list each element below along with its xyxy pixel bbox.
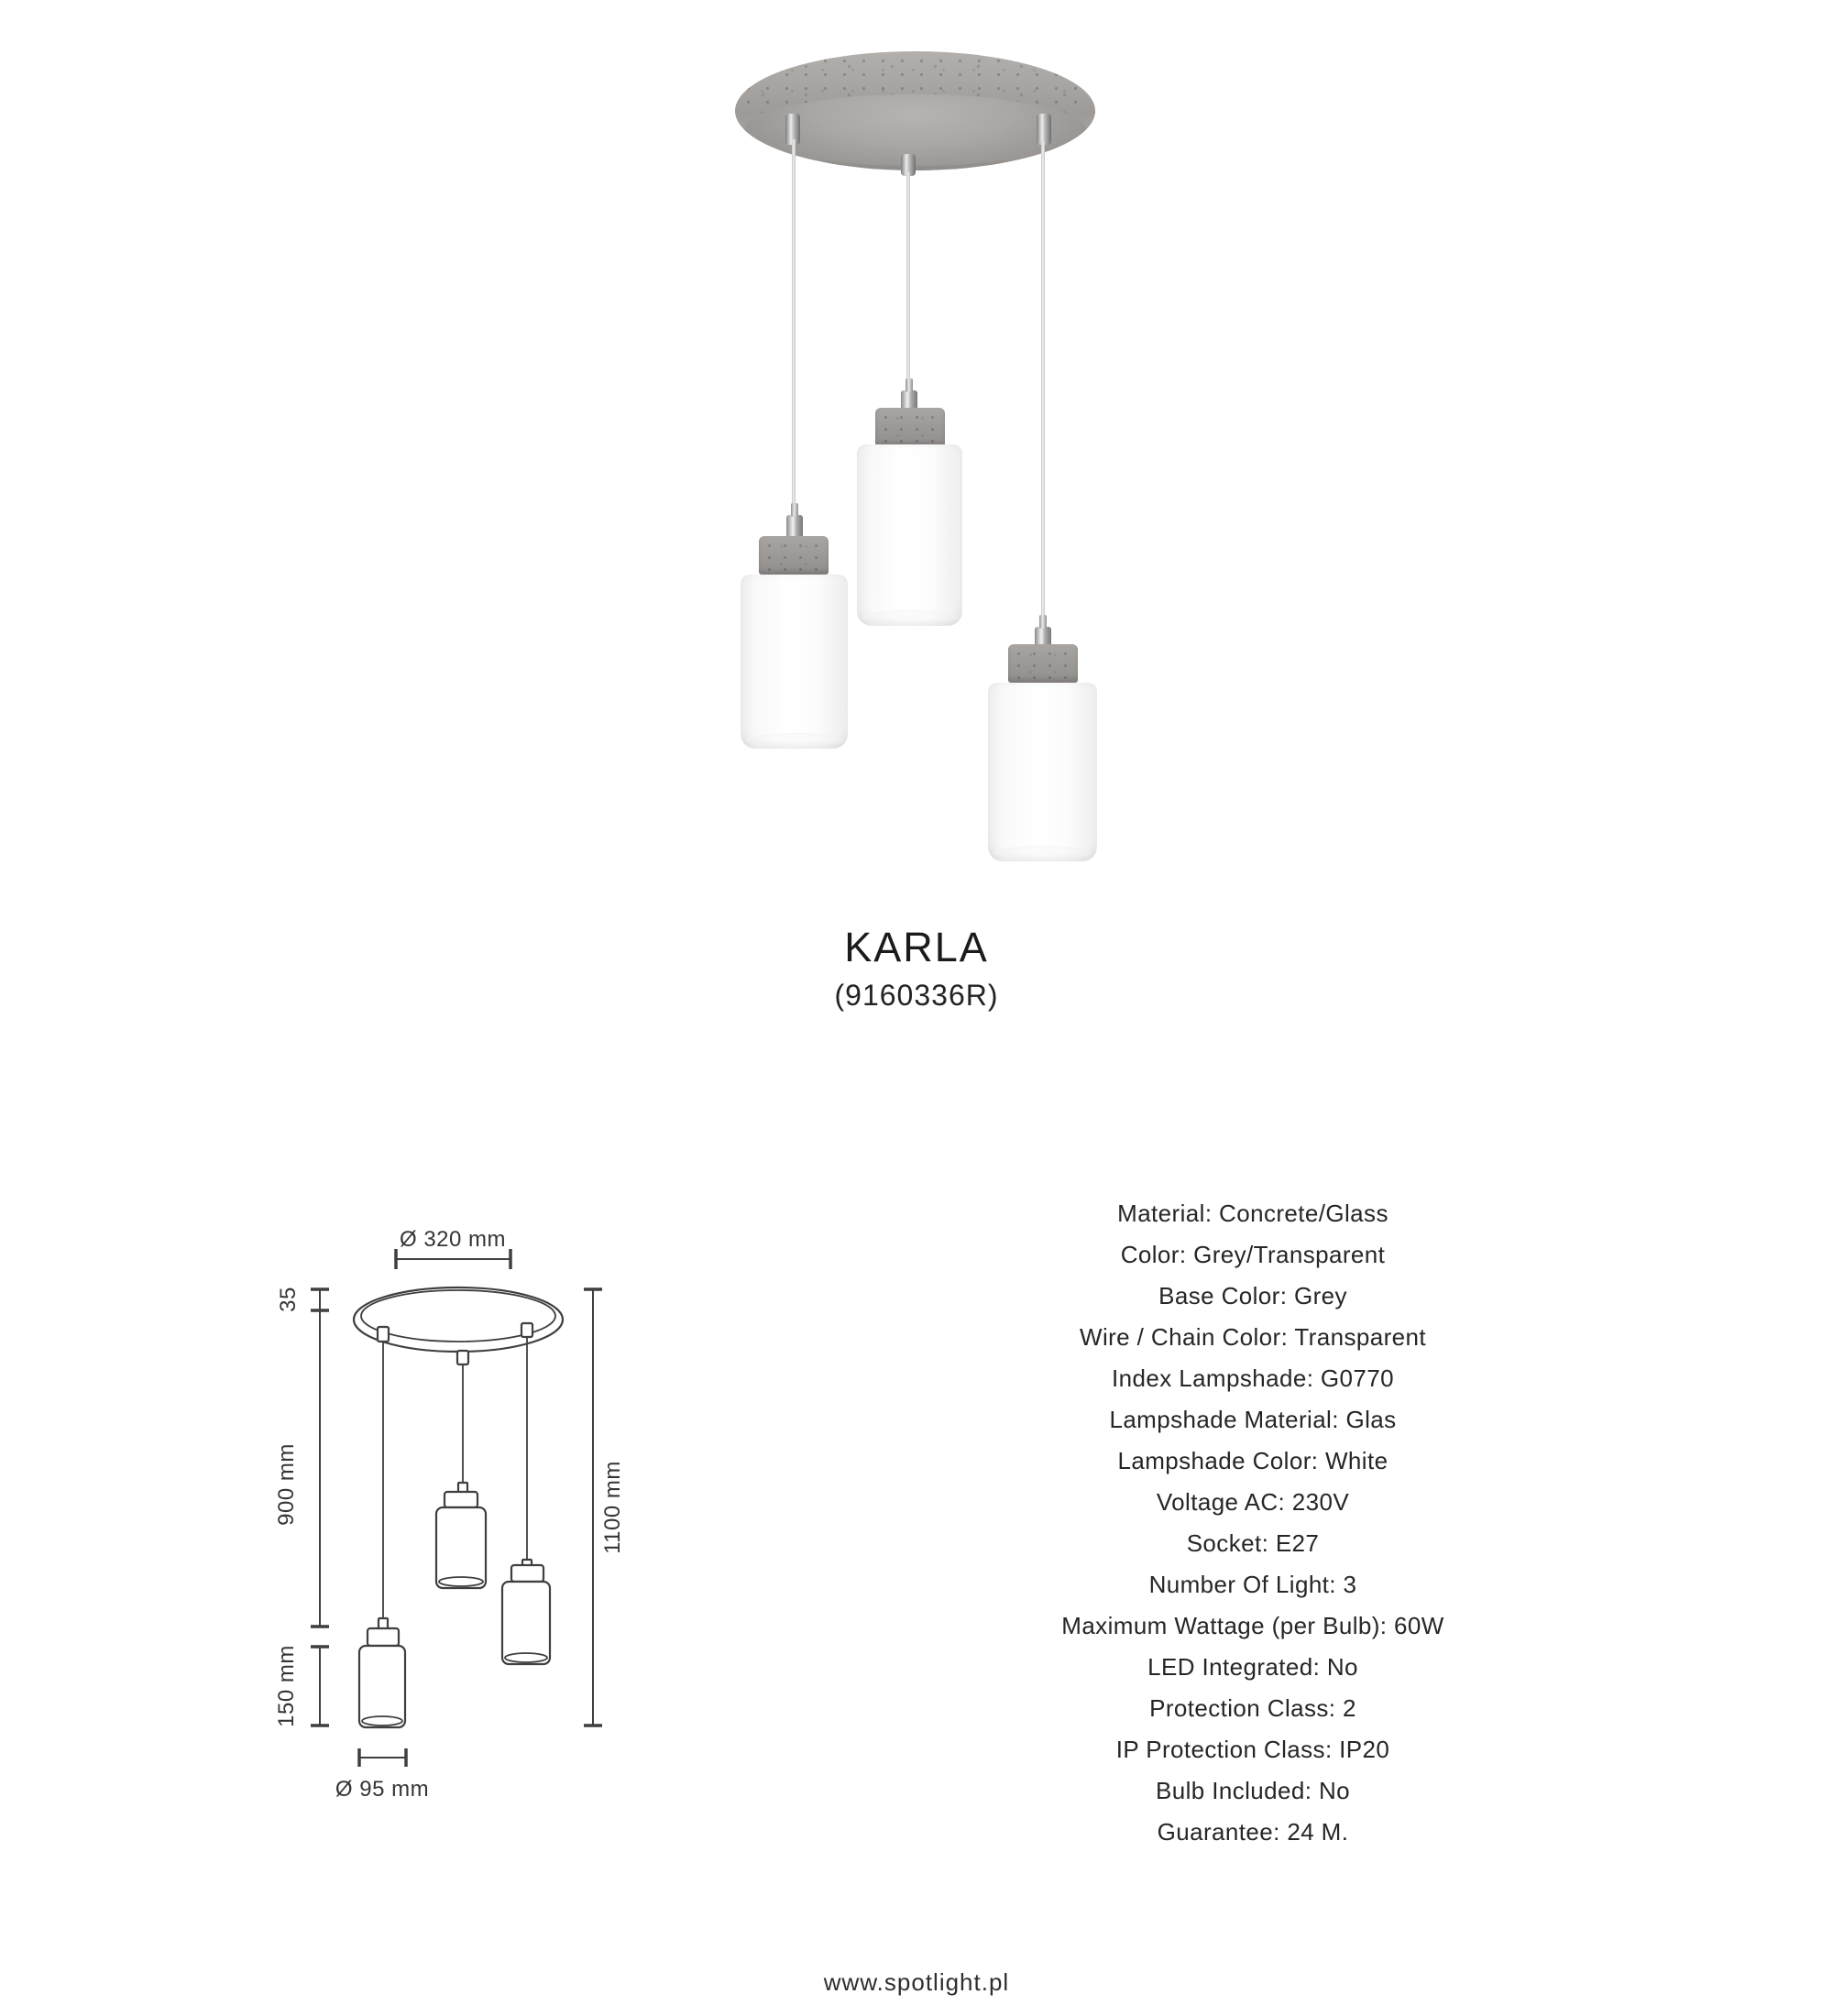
spec-line-guarantee: Guarantee: 24 M. bbox=[1157, 1818, 1349, 1846]
spec-line-lampshade-material: Lampshade Material: Glas bbox=[1109, 1406, 1397, 1433]
spec-list bbox=[990, 1193, 1516, 1853]
spec-line-number-of-light: Number Of Light: 3 bbox=[1148, 1571, 1357, 1598]
spec-line-voltage: Voltage AC: 230V bbox=[1156, 1488, 1350, 1516]
spec-line-color: Color: Grey/Transparent bbox=[1120, 1241, 1386, 1268]
dim-canopy-diameter-label: Ø 320 mm bbox=[399, 1227, 507, 1252]
dimension-drawing bbox=[257, 1191, 642, 1833]
pendant-cord-right bbox=[1041, 141, 1045, 630]
dim-total-height-label: 1100 mm bbox=[600, 1461, 625, 1554]
spec-line-bulb-included: Bulb Included: No bbox=[1155, 1777, 1351, 1804]
product-name: KARLA bbox=[844, 924, 989, 970]
pendant-cord-middle bbox=[906, 172, 910, 394]
dim-shade-height-label: 150 mm bbox=[274, 1645, 299, 1727]
footer-website: www.spotlight.pl bbox=[823, 1968, 1010, 1996]
glass-shade-middle bbox=[857, 444, 962, 626]
spec-line-protection-class: Protection Class: 2 bbox=[1149, 1694, 1356, 1722]
spec-line-led-integrated: LED Integrated: No bbox=[1147, 1653, 1358, 1681]
product-code: (9160336R) bbox=[834, 979, 999, 1012]
spec-line-index-lampshade: Index Lampshade: G0770 bbox=[1111, 1364, 1395, 1392]
glass-shade-right bbox=[988, 683, 1097, 861]
dim-wire-length-label: 900 mm bbox=[274, 1443, 299, 1526]
dim-canopy-height-label: 35 bbox=[276, 1287, 301, 1312]
spec-line-max-wattage: Maximum Wattage (per Bulb): 60W bbox=[1061, 1612, 1444, 1639]
pendant-cord-left bbox=[792, 139, 796, 522]
spec-line-material: Material: Concrete/Glass bbox=[1117, 1200, 1388, 1227]
dim-shade-diameter-label: Ø 95 mm bbox=[335, 1777, 430, 1802]
glass-shade-left bbox=[741, 575, 848, 749]
spec-line-ip-protection: IP Protection Class: IP20 bbox=[1115, 1736, 1390, 1763]
cord-grip-right bbox=[1037, 114, 1051, 145]
spec-line-socket: Socket: E27 bbox=[1186, 1529, 1320, 1557]
concrete-cap-left bbox=[759, 536, 829, 575]
spec-line-base-color: Base Color: Grey bbox=[1158, 1282, 1347, 1309]
spec-line-lampshade-color: Lampshade Color: White bbox=[1117, 1447, 1388, 1474]
concrete-cap-middle bbox=[875, 408, 945, 446]
spec-line-wire-color: Wire / Chain Color: Transparent bbox=[1080, 1323, 1426, 1351]
concrete-cap-right bbox=[1008, 644, 1078, 683]
